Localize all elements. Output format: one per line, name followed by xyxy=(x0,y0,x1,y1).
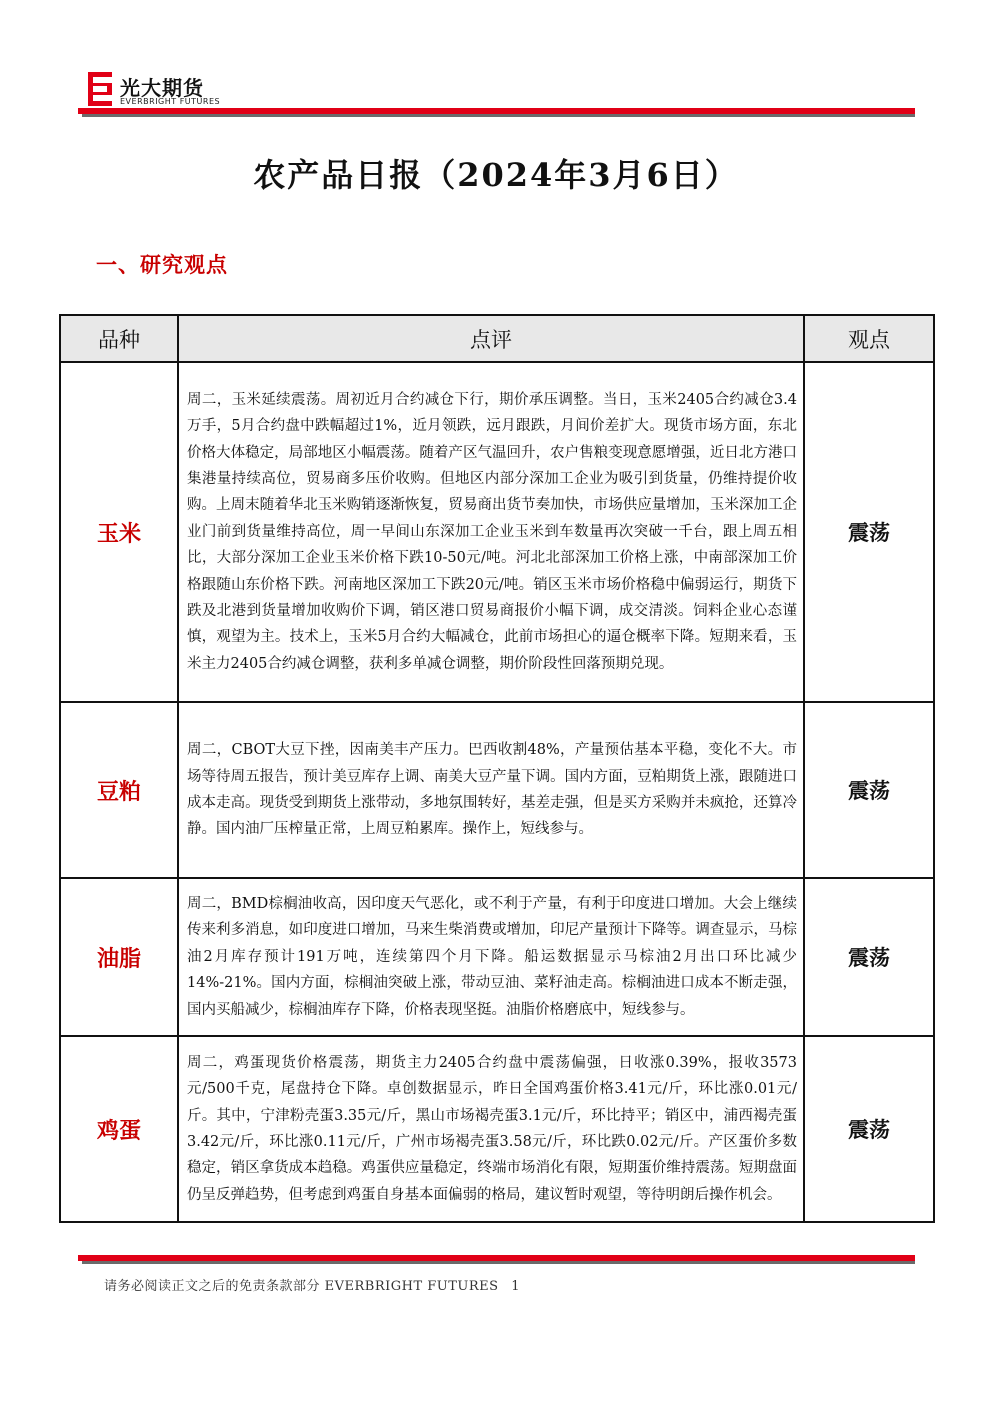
comment-cell: 周二，BMD棕榈油收高，因印度天气恶化，或不利于产量，有利于印度进口增加。大会上继续传来利多消息，如印度进口增加，马来生柴消费或增加，印尼产量预计下降等。调查显示，马棕油2月库存预计191万吨，连续第四个月下降。船运数据显示马棕油2月出口环比减少14%-21%。国内方面，棕榈油突破上涨，带动豆油、菜籽油走高。棕榈油进口成本不断走强，国内买船减少，棕榈油库存下降，价格表现坚挺。油脂价格磨底中，短线参与。 xyxy=(178,878,804,1036)
comment-cell: 周二，鸡蛋现货价格震荡，期货主力2405合约盘中震荡偏强，日收涨0.39%，报收3573元/500千克，尾盘持仓下降。卓创数据显示，昨日全国鸡蛋价格3.41元/斤，环比涨0.01元/斤。其中，宁津粉壳蛋3.35元/斤，黑山市场褐壳蛋3.1元/斤，环比持平；销区中，浦西褐壳蛋3.42元/斤，环比涨0.11元/斤，广州市场褐壳蛋3.58元/斤，环比跌0.02元/斤。产区蛋价多数稳定，销区拿货成本趋稳。鸡蛋供应量稳定，终端市场消化有限，短期蛋价维持震荡。短期盘面仍呈反弹趋势，但考虑到鸡蛋自身基本面偏弱的格局，建议暂时观望，等待明朗后操作机会。 xyxy=(178,1036,804,1222)
footer-disclaimer: 请务必阅读正文之后的免责条款部分 EVERBRIGHT FUTURES xyxy=(104,1279,499,1294)
table-row xyxy=(60,878,934,1036)
research-table xyxy=(59,314,935,1223)
variety-cell: 玉米 xyxy=(60,362,178,702)
everbright-logo-icon xyxy=(88,72,112,106)
table-header-row xyxy=(60,315,934,362)
brand-name-cn: 光大期货 xyxy=(120,76,204,100)
variety-cell: 鸡蛋 xyxy=(60,1036,178,1222)
header-variety: 品种 xyxy=(60,315,178,362)
footer-rule-shadow xyxy=(82,1261,915,1264)
view-cell: 震荡 xyxy=(804,1036,934,1222)
page-title: 农产品日报（2024年3月6日） xyxy=(253,156,739,194)
header-comment: 点评 xyxy=(178,315,804,362)
variety-cell: 豆粕 xyxy=(60,702,178,878)
footer xyxy=(104,1275,520,1294)
table-row xyxy=(60,362,934,702)
view-cell: 震荡 xyxy=(804,702,934,878)
view-cell: 震荡 xyxy=(804,878,934,1036)
comment-cell: 周二，CBOT大豆下挫，因南美丰产压力。巴西收割48%，产量预估基本平稳，变化不大。市场等待周五报告，预计美豆库存上调、南美大豆产量下调。国内方面，豆粕期货上涨，跟随进口成本走高。现货受到期货上涨带动，多地氛围转好，基差走强，但是买方采购并未疯抢，还算冷静。国内油厂压榨量正常，上周豆粕累库。操作上，短线参与。 xyxy=(178,702,804,878)
view-cell: 震荡 xyxy=(804,362,934,702)
brand-name-en: EVERBRIGHT FUTURES xyxy=(120,97,221,106)
section-heading: 一、研究观点 xyxy=(96,252,228,277)
table-row xyxy=(60,1036,934,1222)
comment-cell: 周二，玉米延续震荡。周初近月合约减仓下行，期价承压调整。当日，玉米2405合约减仓3.4万手，5月合约盘中跌幅超过1%，近月领跌，远月跟跌，月间价差扩大。现货市场方面，东北价格大体稳定，局部地区小幅震荡。随着产区气温回升，农户售粮变现意愿增强，近日北方港口集港量持续高位，贸易商多压价收购。但地区内部分深加工企业为吸引到货量，仍维持提价收购。上周末随着华北玉米购销逐渐恢复，贸易商出货节奏加快，市场供应量增加，玉米深加工企业门前到货量维持高位，周一早间山东深加工企业玉米到车数量再次突破一千台，跟上周五相比，大部分深加工企业玉米价格下跌10-50元/吨。河北北部深加工价格上涨，中南部深加工价格跟随山东价格下跌。河南地区深加工下跌20元/吨。销区玉米市场价格稳中偏弱运行，期货下跌及北港到货量增加收购价下调，销区港口贸易商报价小幅下调，成交清淡。饲料企业心态谨慎，观望为主。技术上，玉米5月合约大幅减仓，此前市场担心的逼仓概率下降。短期来看，玉米主力2405合约减仓调整，获利多单减仓调整，期价阶段性回落预期兑现。 xyxy=(178,362,804,702)
table-row xyxy=(60,702,934,878)
header-view: 观点 xyxy=(804,315,934,362)
header-rule-shadow xyxy=(82,114,915,117)
variety-cell: 油脂 xyxy=(60,878,178,1036)
page-number: 1 xyxy=(511,1279,520,1294)
